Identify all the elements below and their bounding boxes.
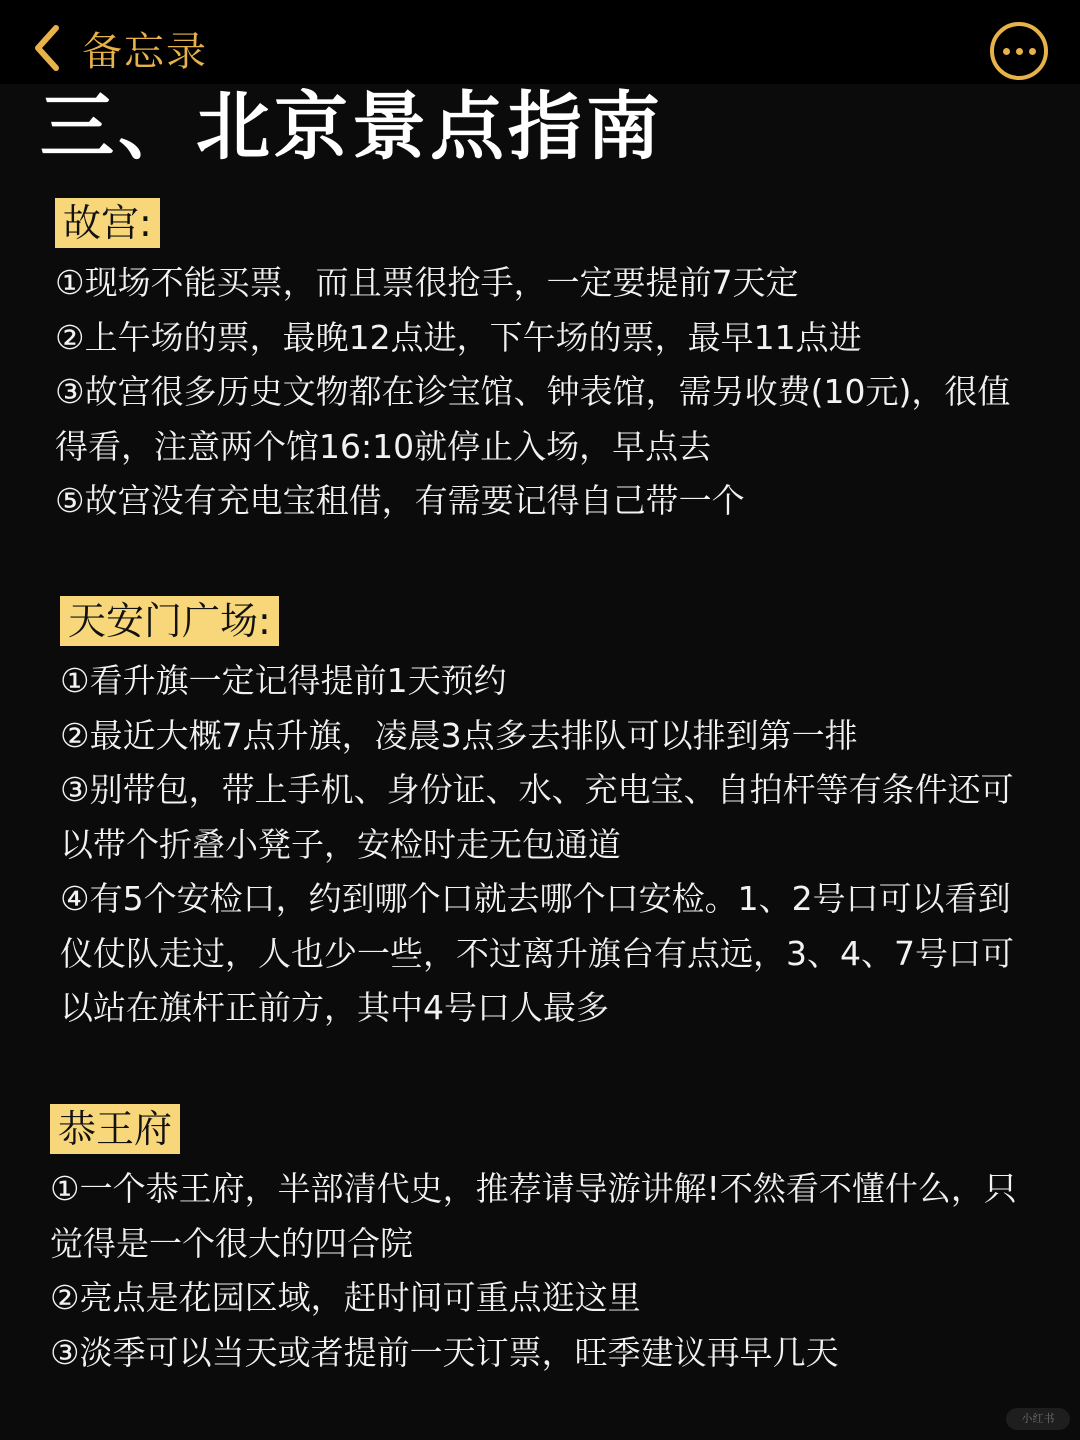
back-button[interactable] (30, 18, 208, 78)
section-heading: 天安门广场: (60, 596, 279, 646)
item-list (50, 1162, 1030, 1380)
back-label: 备忘录 (82, 28, 208, 75)
more-dots-icon (1029, 48, 1036, 55)
list-item: ②亮点是花园区域，赶时间可重点逛这里 (50, 1278, 641, 1317)
section-forbidden-city (55, 198, 1035, 529)
list-item: ①现场不能买票，而且票很抢手，一定要提前7天定 (55, 263, 799, 302)
top-navbar (0, 0, 1080, 84)
item-list (60, 654, 1040, 1036)
list-item: ②上午场的票，最晚12点进，下午场的票，最早11点进 (55, 317, 862, 357)
list-item: ①看升旗一定记得提前1天预约 (60, 661, 507, 700)
section-heading: 恭王府 (50, 1104, 180, 1154)
item-list (55, 256, 1035, 529)
watermark-logo: 小红书 (1006, 1408, 1070, 1430)
list-item: ④有5个安检口，约到哪个口就去哪个口安检。1、2号口可以看到仪仗队走过，人也少一些，不过离升旗台有点远，3、4、7号口可以站在旗杆正前方，其中4号口人最多 (60, 879, 1014, 1027)
page-title: 三、北京景点指南 (40, 84, 664, 170)
more-button[interactable] (990, 22, 1048, 80)
list-item: ③淡季可以当天或者提前一天订票，旺季建议再早几天 (50, 1332, 839, 1372)
more-dots-icon (1003, 48, 1010, 55)
list-item: ③别带包，带上手机、身份证、水、充电宝、自拍杆等有条件还可以带个折叠小凳子，安检时走无包通道 (60, 770, 1014, 864)
section-tiananmen-square (60, 596, 1040, 1036)
list-item: ②最近大概7点升旗，凌晨3点多去排队可以排到第一排 (60, 715, 858, 755)
list-item: ⑤故宫没有充电宝租借，有需要记得自己带一个 (55, 481, 745, 520)
chevron-left-icon (30, 22, 64, 74)
more-dots-icon (1016, 48, 1023, 55)
section-prince-gong-mansion (50, 1104, 1030, 1380)
section-heading: 故宫: (55, 198, 160, 248)
list-item: ①一个恭王府，半部清代史，推荐请导游讲解!不然看不懂什么，只觉得是一个很大的四合院 (50, 1169, 1017, 1263)
list-item: ③故宫很多历史文物都在诊宝馆、钟表馆，需另收费(10元)，很值得看，注意两个馆16:10就停止入场，早点去 (55, 372, 1011, 466)
